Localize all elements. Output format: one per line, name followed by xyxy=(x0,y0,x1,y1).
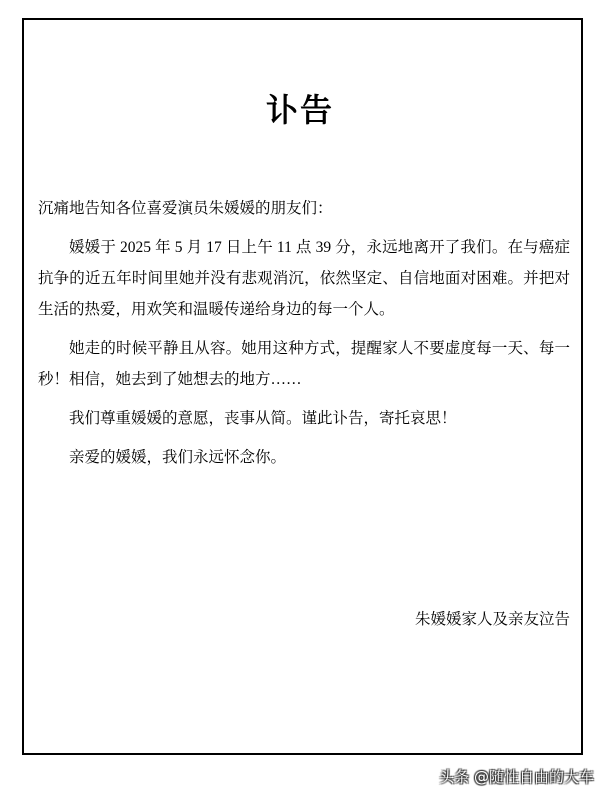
signature: 朱媛媛家人及亲友泣告 xyxy=(414,611,570,628)
paragraph: 亲爱的媛媛，我们永远怀念你。 xyxy=(69,449,287,466)
paragraph: 媛媛于 2025 年 5 月 17 日上午 11 点 39 分，永远地离开了我们。在与癌症抗争的近五年时间里她并没有悲观消沉，依然坚定、自信地面对困难。并把对生活的热爱，用欢笑和温暖传递给身边的每一个人。 xyxy=(38,239,570,318)
paragraph: 我们尊重媛媛的意愿，丧事从简。谨此讣告，寄托哀思！ xyxy=(69,410,457,427)
document-body xyxy=(38,193,570,473)
salutation: 沉痛地告知各位喜爱演员朱媛媛的朋友们： xyxy=(38,200,333,217)
watermark-text: 头条 @随性自由的大车 xyxy=(439,768,594,786)
paragraph: 她走的时候平静且从容。她用这种方式，提醒家人不要虚度每一天、每一秒！相信，她去到了她想去的地方…… xyxy=(38,340,570,388)
page-title: 讣告 xyxy=(265,92,334,128)
